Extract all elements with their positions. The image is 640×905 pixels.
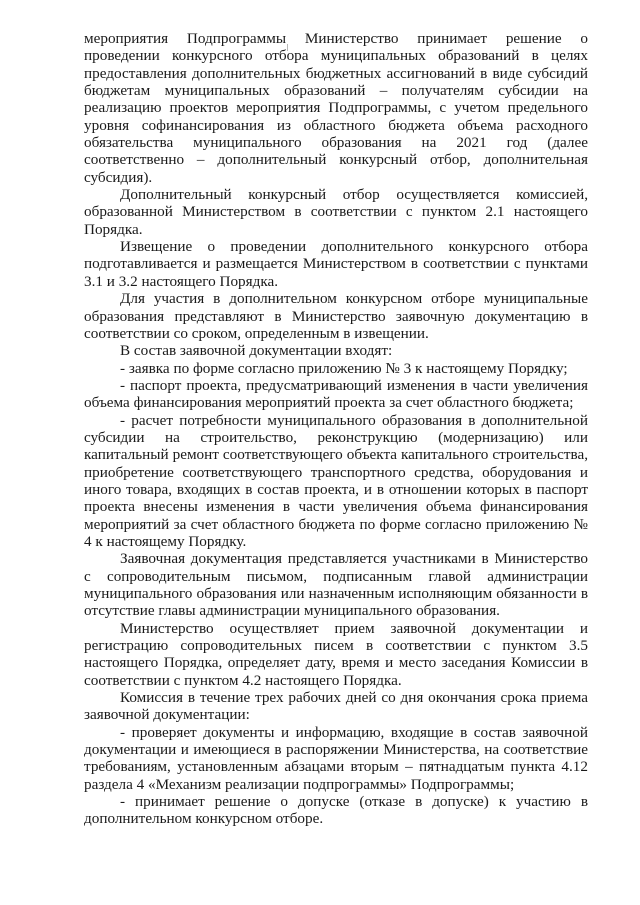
paragraph-commission: Дополнительный конкурсный отбор осуществляется комиссией, образованной Министерством в соответствии с пунктом 2.1 настоящего Порядка. — [84, 186, 588, 238]
paragraph-documentation-contents: В состав заявочной документации входят: — [120, 342, 393, 360]
paragraph-notice: Извещение о проведении дополнительного конкурсного отбора подготавливается и размещается Министерством в соответствии с пунктами 3.1 и 3.2 настоящего Порядка. — [84, 238, 588, 290]
document-page — [84, 30, 588, 828]
list-item-calculation: - расчет потребности муниципального образования в дополнительной субсидии на строительство, реконструкцию (модернизацию) или капитальный ремонт соответствующего объекта капитального строительства, приобретение соответствующего транспортного средства, оборудования и иного товара, входящих в состав проекта, и в отношении которых в паспорт проекта внесены изменения в части увеличения объема финансирования мероприятий за счет областного бюджета по форме согласно приложению № 4 к настоящему Порядку. — [84, 411, 588, 550]
paragraph-commission-review: Комиссия в течение трех рабочих дней со дня окончания срока приема заявочной документации: — [84, 689, 588, 724]
paragraph-participation: Для участия в дополнительном конкурсном отборе муниципальные образования представляют в Министерство заявочную документацию в соответствии со сроком, определенным в извещении. — [84, 290, 588, 342]
paragraph-subprogram-decision: мероприятия Подпрограммы Министерство принимает решение о проведении конкурсного отбора муниципальных образований в целях предоставления дополнительных бюджетных ассигнований в виде субсидий бюджетам муниципальных образований – получателям субсидии на реализацию проектов мероприятия Подпрограммы, с учетом предельного уровня софинансирования из областного бюджета объема расходного обязательства муниципального образования на 2021 год (далее соответственно – дополнительный конкурсный отбор, дополнительная субсидия). — [84, 30, 588, 186]
paragraph-ministry-reception: Министерство осуществляет прием заявочной документации и регистрацию сопроводительных писем в соответствии с пунктом 3.5 настоящего Порядка, определяет дату, время и место заседания Комиссии в соответствии с пунктом 4.2 настоящего Порядка. — [84, 619, 588, 689]
list-item-verification: - проверяет документы и информацию, входящие в состав заявочной документации и имеющиеся в распоряжении Министерства, на соответствие требованиям, установленным абзацами вторым – пятнадцатым пункта 4.12 раздела 4 «Механизм реализации подпрограммы» Подпрограммы; — [84, 723, 588, 793]
list-item-application: - заявка по форме согласно приложению № 3 к настоящему Порядку; — [120, 359, 568, 377]
list-item-admission-decision: - принимает решение о допуске (отказе в допуске) к участию в дополнительном конкурсном отборе. — [84, 793, 588, 828]
paragraph-submission: Заявочная документация представляется участниками в Министерство с сопроводительным письмом, подписанным главой администрации муниципального образования или назначенным исполняющим обязанности в отсутствие главы администрации муниципального образования. — [84, 550, 588, 620]
list-item-project-passport: - паспорт проекта, предусматривающий изменения в части увеличения объема финансирования мероприятий проекта за счет областного бюджета; — [84, 376, 588, 412]
